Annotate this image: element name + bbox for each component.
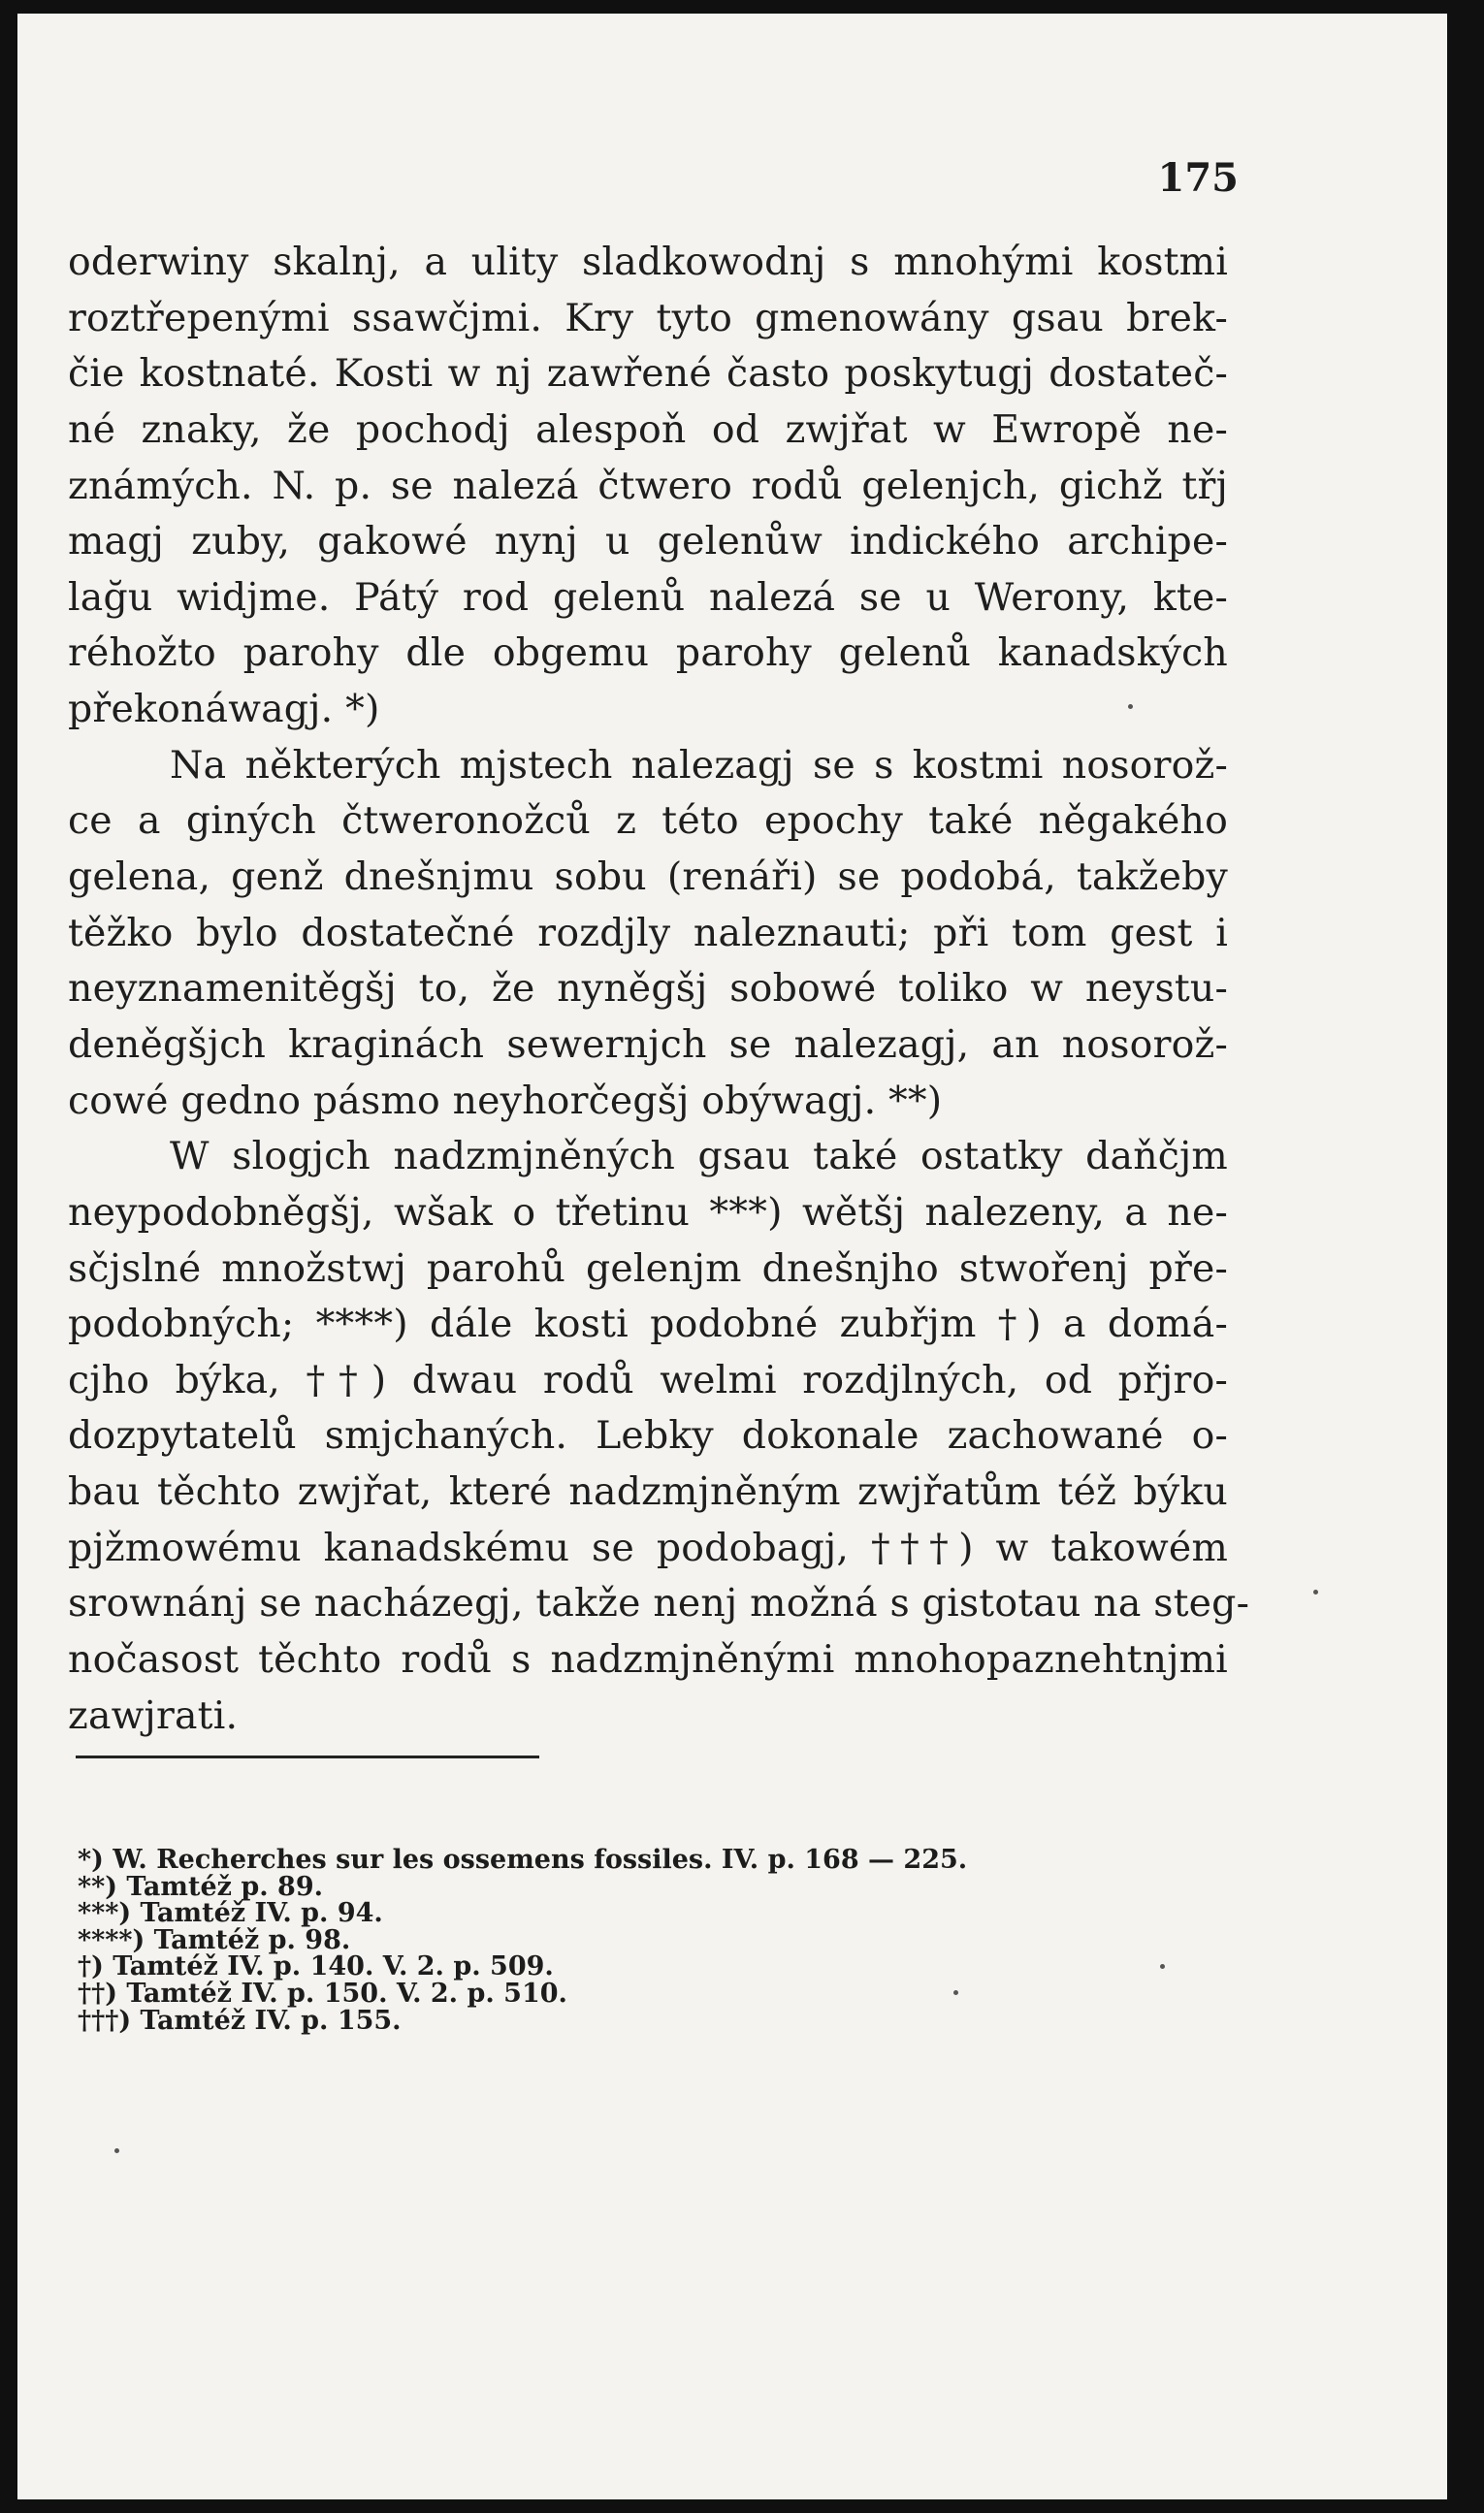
text-line: podobných; ****) dále kosti podobné zubřjm †) a domá- (68, 1302, 1228, 1347)
paper-speck (1160, 1964, 1165, 1969)
body-text (68, 235, 1250, 1744)
page-number: 175 (1157, 155, 1239, 201)
paper-speck (114, 2148, 119, 2153)
text-line: pjžmowému kanadskému se podobagj, †††) w takowém (68, 1525, 1228, 1570)
text-line: srownánj se nacházegj, takže nenj možná s gistotau na steg- (68, 1581, 1250, 1627)
text-line: známých. N. p. se nalezá čtwero rodů gelenjch, gichž třj (68, 463, 1228, 508)
paper-speck (953, 1990, 958, 1995)
footnote: ****) Tamtéž p. 98. (78, 1924, 351, 1955)
footnote: †††) Tamtéž IV. p. 155. (78, 2005, 402, 2036)
text-line: W slogjch nadzmjněných gsau také ostatky daňčjm (170, 1134, 1228, 1179)
footnote: ††) Tamtéž IV. p. 150. V. 2. p. 510. (78, 1978, 567, 2009)
text-line: neyznamenitěgšj to, že nyněgšj sobowé toliko w neystu- (68, 966, 1228, 1012)
footnote-separator (76, 1756, 539, 1758)
text-line: dozpytatelů smjchaných. Lebky dokonale zachowané o- (68, 1413, 1228, 1459)
paper-speck (1313, 1590, 1318, 1595)
text-line: překonáwagj. *) (68, 687, 380, 732)
text-line: gelena, genž dnešnjmu sobu (renáři) se podobá, takžeby (68, 854, 1228, 900)
text-line: sčjslné množstwj parohů gelenjm dnešnjho stwořenj pře- (68, 1245, 1228, 1291)
text-line: Na některých mjstech nalezagj se s kostmi nosorož- (170, 742, 1228, 788)
text-line: nočasost těchto rodů s nadzmjněnými mnohopaznehtnjmi (68, 1637, 1228, 1683)
text-line: réhožto parohy dle obgemu parohy gelenů kanadských (68, 630, 1228, 676)
text-line: neypodobněgšj, wšak o třetinu ***) wětšj nalezeny, a ne- (68, 1189, 1228, 1235)
paper-speck (1128, 704, 1133, 709)
text-line: cowé gedno pásmo neyhorčegšj obýwagj. **) (68, 1078, 943, 1123)
footnote: ***) Tamtéž IV. p. 94. (78, 1898, 383, 1929)
footnote: *) W. Recherches sur les ossemens fossiles. IV. p. 168 — 225. (78, 1845, 968, 1875)
book-page (17, 14, 1447, 2499)
footnotes (78, 1847, 967, 2034)
text-line: lağu widjme. Pátý rod gelenů nalezá se u Werony, kte- (68, 574, 1228, 620)
text-line: čie kostnaté. Kosti w nj zawřené často poskytugj dostateč- (68, 351, 1228, 397)
text-line: né znaky, že pochodj alespoň od zwjřat w Ewropě ne- (68, 406, 1228, 452)
text-line: ce a giných čtweronožců z této epochy také něgakého (68, 798, 1228, 844)
text-line: magj zuby, gakowé nynj u gelenůw indického archipe- (68, 519, 1228, 564)
text-line: oderwiny skalnj, a ulity sladkowodnj s mnohými kostmi (68, 240, 1228, 284)
footnote: **) Tamtéž p. 89. (78, 1871, 324, 1902)
text-line: roztřepenými ssawčjmi. Kry tyto gmenowány gsau brek- (68, 295, 1228, 340)
text-line: těžko bylo dostatečné rozdjly naleznauti; při tom gest i (68, 910, 1228, 955)
text-line: deněgšjch kraginách sewernjch se nalezagj, an nosorož- (68, 1021, 1228, 1067)
text-line: zawjrati. (68, 1692, 239, 1738)
text-line: cjho býka, ††) dwau rodů welmi rozdjlných, od přjro- (68, 1357, 1228, 1402)
footnote: †) Tamtéž IV. p. 140. V. 2. p. 509. (78, 1951, 554, 1982)
text-line: bau těchto zwjřat, které nadzmjněným zwjřatům též býku (68, 1469, 1228, 1515)
